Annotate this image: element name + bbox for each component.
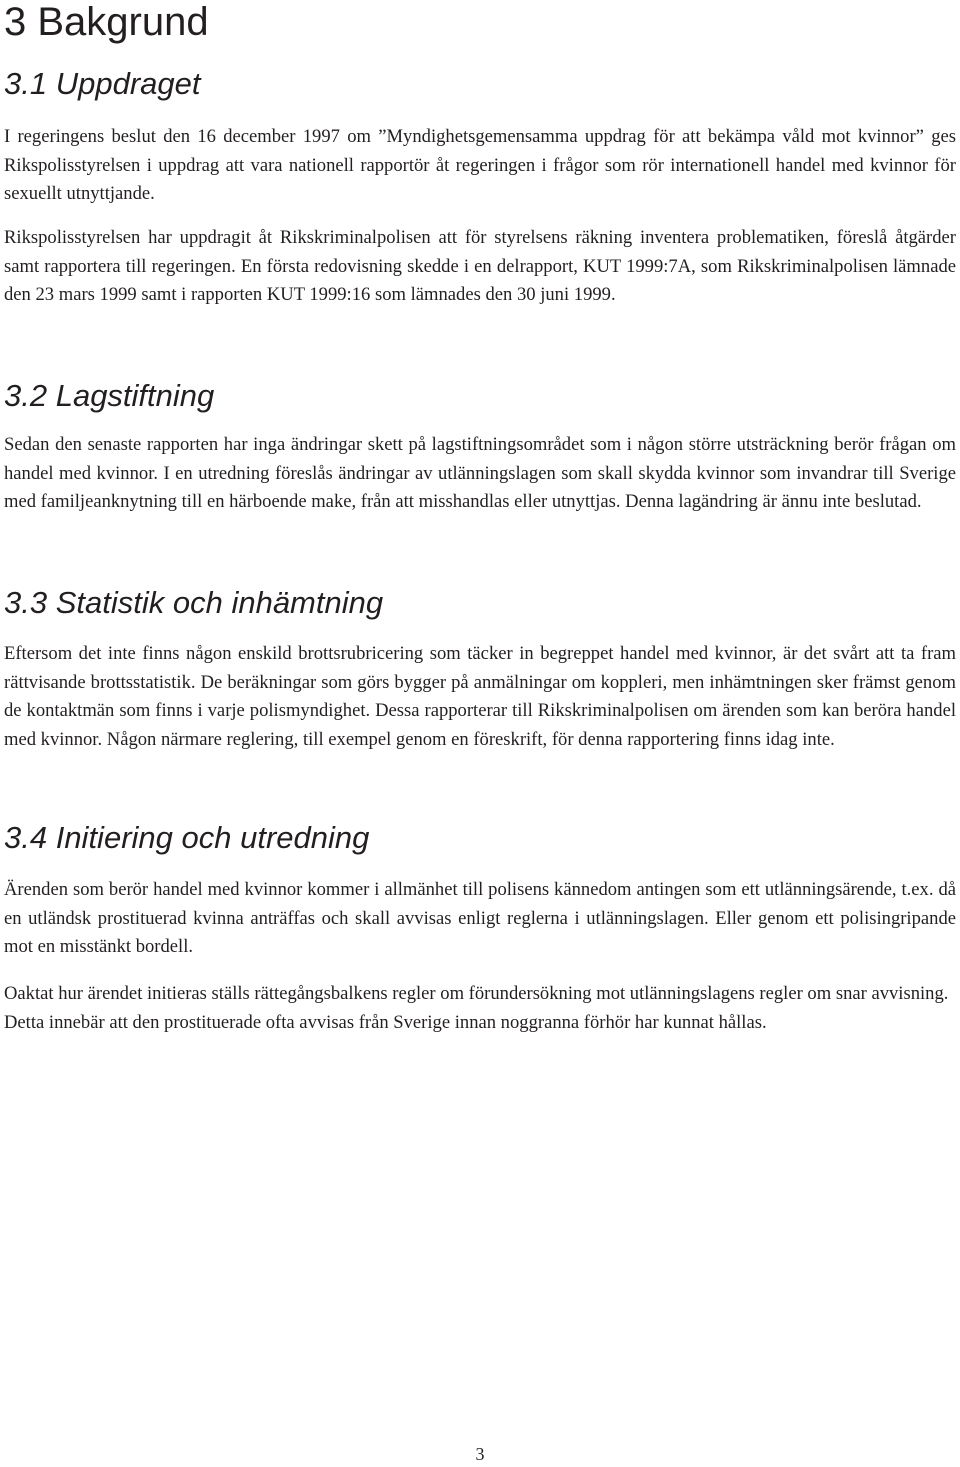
section-3-4-paragraph-1: Ärenden som berör handel med kvinnor kommer i allmänhet till polisens kännedom antingen som ett utlänningsärende, t.ex. då en utländsk prostituerad kvinna anträffas och skall avvisas enligt reglerna i utlänningslagen. Eller genom ett polisingripande mot en misstänkt bordell.: [4, 879, 956, 957]
section-3-1-paragraph-2: Rikspolisstyrelsen har uppdragit åt Rikskriminalpolisen att för styrelsens räkning inventera problematiken, föreslå åtgärder samt rapportera till regeringen. En första redovisning skedde i en delrapport, KUT 1999:7A, som Rikskriminalpolisen lämnade den 23 mars 1999 samt i rapporten KUT 1999:16 som lämnades den 30 juni 1999.: [4, 227, 956, 305]
section-3-2-paragraph-1: Sedan den senaste rapporten har inga ändringar skett på lagstiftningsområdet som i någon större utsträckning berör frågan om handel med kvinnor. I en utredning föreslås ändringar av utlänningslagen som skall skydda kvinnor som invandrar till Sverige med familjeanknytning till en härboende make, från att misshandlas eller utnyttjas. Denna lagändring är ännu inte beslutad.: [4, 434, 956, 512]
section-3-1-paragraph-1: I regeringens beslut den 16 december 1997 om ”Myndighetsgemensamma uppdrag för att bekämpa våld mot kvinnor” ges Rikspolisstyrelsen i uppdrag att vara nationell rapportör åt regeringen i frågor som rör internationell handel med kvinnor för sexuellt utnyttjande.: [4, 126, 956, 204]
page-number: 3: [475, 1444, 485, 1464]
section-3-3-paragraph-1: Eftersom det inte finns någon enskild brottsrubricering som täcker in begreppet handel med kvinnor, är det svårt att ta fram rättvisande brottsstatistik. De beräkningar som görs bygger på anmälningar om koppleri, men inhämtningen sker främst genom de kontaktmän som finns i varje polismyndighet. Dessa rapporterar till Rikskriminalpolisen om ärenden som kan beröra handel med kvinnor. Någon närmare reglering, till exempel genom en föreskrift, för denna rapportering finns idag inte.: [4, 643, 956, 750]
section-3-4-paragraph-2: Oaktat hur ärendet initieras ställs rättegångsbalkens regler om förundersökning mot utlänningslagens regler om snar avvisning. Detta innebär att den prostituerade ofta avvisas från Sverige innan noggranna förhör har kunnat hållas.: [4, 983, 949, 1033]
section-heading-3-3: 3.3 Statistik och inhämtning: [4, 585, 384, 620]
section-heading-3-2: 3.2 Lagstiftning: [4, 378, 215, 413]
chapter-title: 3 Bakgrund: [4, 0, 209, 44]
section-heading-3-4: 3.4 Initiering och utredning: [4, 820, 370, 855]
section-heading-3-1: 3.1 Uppdraget: [4, 66, 201, 101]
